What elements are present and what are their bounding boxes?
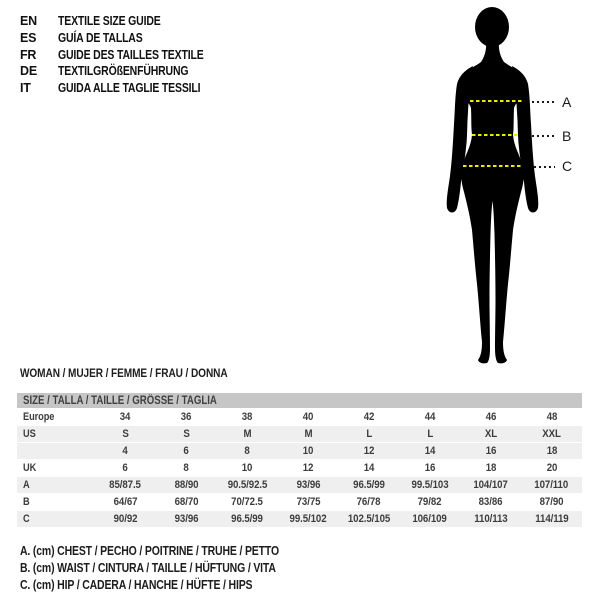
size-table-row bbox=[17, 494, 582, 511]
size-table-cell: S bbox=[122, 428, 129, 440]
size-table-cell: 4 bbox=[122, 445, 129, 457]
size-table-header-text: SIZE / TALLA / TAILLE / GRÖSSE / TAGLIA bbox=[23, 395, 217, 407]
lang-code: ES bbox=[20, 30, 37, 45]
size-table-cell: 106/109 bbox=[412, 513, 447, 525]
lang-row-fr bbox=[20, 47, 231, 64]
size-table-row-label: C bbox=[23, 513, 30, 525]
size-table-header bbox=[17, 393, 582, 409]
size-table-cell: 99.5/102 bbox=[289, 513, 327, 525]
size-table-cell: 93/96 bbox=[296, 479, 320, 491]
size-table-row bbox=[17, 477, 582, 494]
legend-line-c-text: C. (cm) HIP / CADERA / HANCHE / HÜFTE / HIPS bbox=[20, 578, 253, 592]
lang-label: TEXTILGRÖßENFÜHRUNG bbox=[58, 64, 189, 79]
size-table-cell: 16 bbox=[424, 462, 436, 474]
marker-label-b: B bbox=[562, 128, 572, 144]
size-table-cell: 73/75 bbox=[296, 496, 320, 508]
size-table-cell: XL bbox=[484, 428, 497, 440]
size-table-cell: L bbox=[366, 428, 372, 440]
size-table-cell: 18 bbox=[546, 445, 557, 457]
lang-code: FR bbox=[20, 47, 37, 62]
size-table-cell: M bbox=[243, 428, 252, 440]
size-table-cell: 76/78 bbox=[357, 496, 381, 508]
legend-line-a bbox=[20, 543, 328, 560]
lang-label: GUÍA DE TALLAS bbox=[58, 30, 143, 45]
size-table-cell: 12 bbox=[363, 445, 375, 457]
size-table-row-label: B bbox=[23, 496, 30, 508]
size-table-cell: 46 bbox=[485, 411, 496, 423]
size-table-cell: 36 bbox=[181, 411, 192, 423]
size-table-rows bbox=[17, 409, 582, 528]
size-table-row bbox=[17, 460, 582, 477]
pointer-line-c bbox=[534, 166, 555, 168]
size-table-row bbox=[17, 443, 582, 460]
size-table-cell: 34 bbox=[120, 411, 131, 423]
legend-line-a-text: A. (cm) CHEST / PECHO / POITRINE / TRUHE / PETTO bbox=[20, 544, 279, 558]
lang-row-es bbox=[20, 30, 231, 47]
size-table-row-label bbox=[17, 443, 95, 459]
size-table-cell: 79/82 bbox=[417, 496, 442, 508]
size-table-cell: L bbox=[426, 428, 433, 440]
measure-line-waist bbox=[472, 134, 518, 136]
size-table-cell: 10 bbox=[302, 445, 314, 457]
size-table-cell: 90/92 bbox=[113, 513, 138, 525]
size-table-cell: 18 bbox=[485, 462, 496, 474]
size-table-cell: 64/67 bbox=[113, 496, 138, 508]
measure-line-chest bbox=[470, 100, 523, 102]
size-table-cell: 48 bbox=[546, 411, 557, 423]
size-table-cell: 6 bbox=[183, 445, 189, 457]
size-table-cell: XXL bbox=[542, 428, 561, 440]
size-table-cell: 12 bbox=[302, 462, 314, 474]
size-table-cell: 88/90 bbox=[174, 479, 199, 491]
size-table-cell: 14 bbox=[363, 462, 375, 474]
size-table-cell: 14 bbox=[424, 445, 436, 457]
size-table-cell: 70/72.5 bbox=[231, 496, 264, 508]
legend-line-c bbox=[20, 577, 328, 594]
size-table-cell: 90.5/92.5 bbox=[227, 479, 267, 491]
measurement-legend bbox=[20, 543, 328, 594]
lang-row-en bbox=[20, 13, 231, 30]
size-table-row-label: Europe bbox=[23, 411, 55, 423]
size-table-cell: 93/96 bbox=[174, 513, 199, 525]
size-table-cell: 42 bbox=[363, 411, 375, 423]
lang-row-it bbox=[20, 80, 231, 97]
size-table-cell: 110/113 bbox=[474, 513, 508, 525]
size-table-row-label: UK bbox=[23, 462, 37, 474]
size-table-cell: 96.5/99 bbox=[231, 513, 264, 525]
pointer-line-a bbox=[532, 101, 557, 103]
size-table-row-label: A bbox=[23, 479, 30, 491]
size-table bbox=[17, 393, 582, 528]
section-title-woman bbox=[20, 366, 267, 380]
woman-silhouette bbox=[443, 4, 547, 366]
pointer-line-b bbox=[532, 135, 557, 137]
size-table-cell: 6 bbox=[122, 462, 129, 474]
size-table-cell: 8 bbox=[244, 445, 250, 457]
size-table-cell: 68/70 bbox=[174, 496, 199, 508]
lang-code: DE bbox=[20, 64, 37, 79]
size-table-cell: 8 bbox=[183, 462, 189, 474]
lang-code: EN bbox=[20, 14, 37, 28]
size-table-cell: 102.5/105 bbox=[347, 513, 391, 525]
size-table-cell: M bbox=[304, 428, 313, 440]
size-table-cell: 96.5/99 bbox=[353, 479, 385, 491]
size-table-row bbox=[17, 409, 582, 426]
lang-row-de bbox=[20, 63, 231, 80]
size-table-cell: 104/107 bbox=[473, 479, 508, 491]
section-title-text: WOMAN / MUJER / FEMME / FRAU / DONNA bbox=[20, 366, 228, 380]
lang-code: IT bbox=[20, 81, 31, 96]
lang-label: GUIDA ALLE TAGLIE TESSILI bbox=[58, 81, 201, 96]
size-table-row-label: US bbox=[23, 428, 36, 440]
size-table-cell: 83/86 bbox=[478, 496, 503, 508]
size-table-row bbox=[17, 426, 582, 443]
size-table-cell: 85/87.5 bbox=[109, 479, 142, 491]
legend-line-b-text: B. (cm) WAIST / CINTURA / TAILLE / HÜFTUNG / VITA bbox=[20, 561, 276, 575]
size-table-cell: 114/119 bbox=[534, 513, 569, 525]
legend-line-b bbox=[20, 560, 328, 577]
size-table-cell: 107/110 bbox=[534, 479, 569, 491]
size-table-cell: 20 bbox=[546, 462, 557, 474]
measure-line-hip bbox=[463, 165, 523, 167]
marker-label-a: A bbox=[562, 94, 572, 110]
size-table-cell: 16 bbox=[485, 445, 496, 457]
size-table-cell: 99.5/103 bbox=[411, 479, 449, 491]
size-table-cell: 40 bbox=[302, 411, 314, 423]
marker-label-c: C bbox=[562, 158, 573, 174]
lang-label: GUIDE DES TAILLES TEXTILE bbox=[58, 47, 204, 62]
size-table-cell: 38 bbox=[241, 411, 253, 423]
size-table-cell: S bbox=[183, 428, 190, 440]
size-table-cell: 44 bbox=[424, 411, 436, 423]
lang-label: TEXTILE SIZE GUIDE bbox=[58, 14, 161, 28]
size-table-row bbox=[17, 511, 582, 528]
size-table-cell: 87/90 bbox=[539, 496, 564, 508]
language-guide-list bbox=[20, 13, 231, 97]
size-table-cell: 10 bbox=[241, 462, 253, 474]
